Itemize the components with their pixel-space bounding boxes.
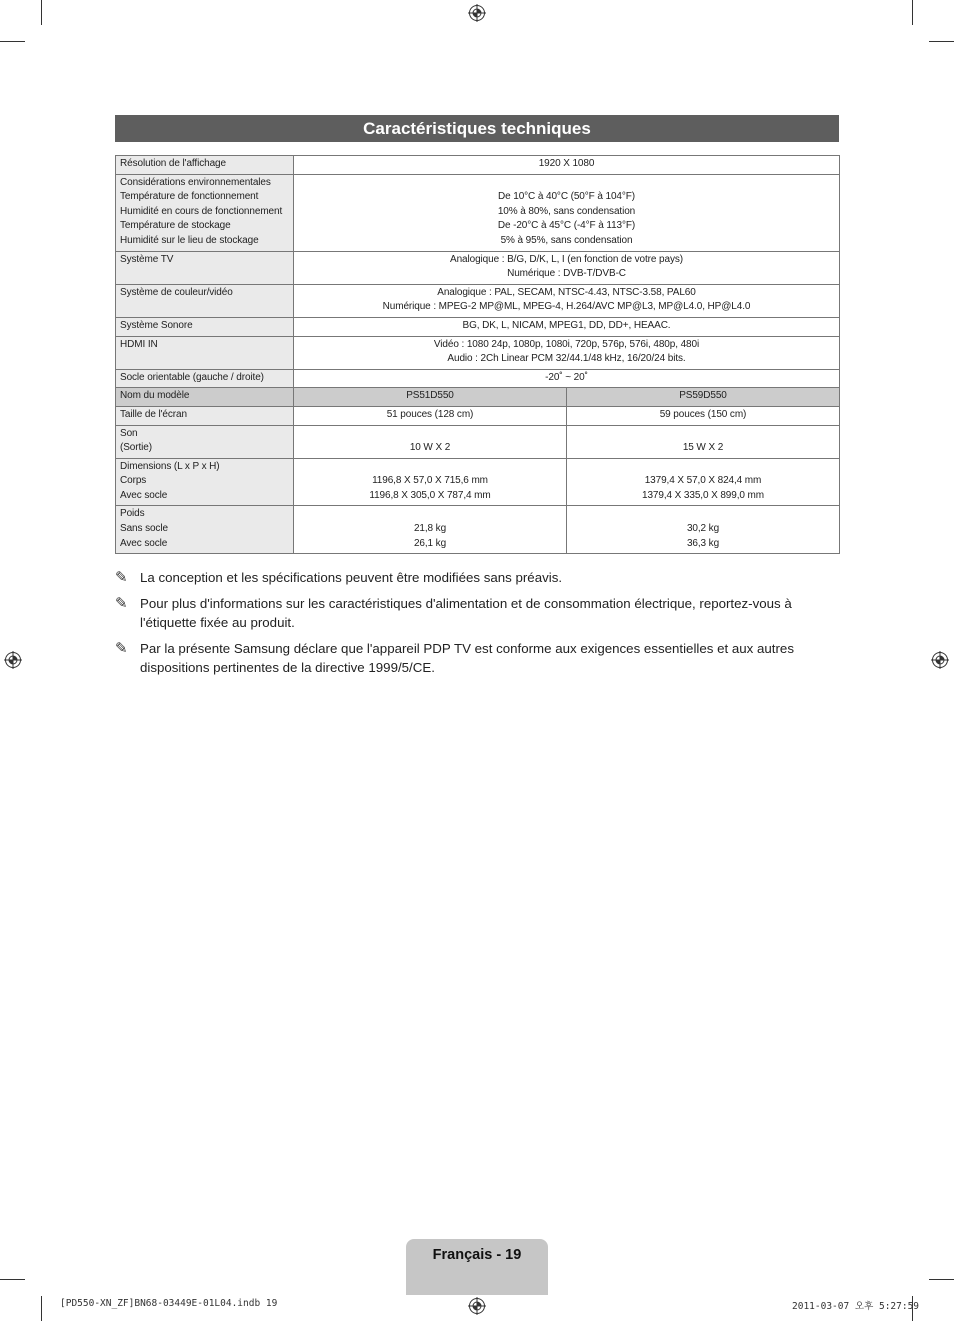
spec-table <box>115 155 840 554</box>
table-row <box>116 317 840 336</box>
table-row <box>116 174 840 251</box>
crop-mark <box>0 41 25 42</box>
spec-label: Nom du modèle <box>116 388 294 407</box>
crop-mark <box>41 1296 42 1321</box>
table-row <box>116 284 840 317</box>
note-text: La conception et les spécifications peuvent être modifiées sans préavis. <box>140 570 563 585</box>
spec-label: Poids Sans socle Avec socle <box>116 506 294 554</box>
spec-value: -20˚ ~ 20˚ <box>294 369 840 388</box>
pencil-icon: ✎ <box>115 595 128 612</box>
crop-mark <box>929 41 954 42</box>
crop-mark <box>912 0 913 25</box>
table-row <box>116 251 840 284</box>
notes <box>115 568 805 684</box>
model-name: PS59D550 <box>567 388 840 407</box>
spec-label: Dimensions (L x P x H) Corps Avec socle <box>116 458 294 506</box>
footer-timestamp: 2011-03-07 오후 5:27:59 <box>792 1301 920 1312</box>
note-item <box>115 639 805 677</box>
crop-mark <box>41 0 42 25</box>
model-header-row <box>116 388 840 407</box>
note-text: Pour plus d'informations sur les caractéristiques d'alimentation et de consommation électrique, reportez-vous à l'étiquette fixée au produit. <box>140 596 792 630</box>
pencil-icon: ✎ <box>115 640 128 657</box>
spec-label: HDMI IN <box>116 336 294 369</box>
model-name: PS51D550 <box>294 388 567 407</box>
table-row <box>116 369 840 388</box>
table-row <box>116 406 840 425</box>
spec-value: Vidéo : 1080 24p, 1080p, 1080i, 720p, 576p, 576i, 480p, 480i Audio : 2Ch Linear PCM 32/44.1/48 kHz, 16/20/24 bits. <box>294 336 840 369</box>
spec-value: 59 pouces (150 cm) <box>567 406 840 425</box>
spec-label: Système de couleur/vidéo <box>116 284 294 317</box>
spec-value: 21,8 kg 26,1 kg <box>294 506 567 554</box>
spec-label: Résolution de l'affichage <box>116 156 294 175</box>
spec-value: De 10°C à 40°C (50°F à 104°F) 10% à 80%, sans condensation De -20°C à 45°C (-4°F à 113°F) 5% à 95%, sans condensation <box>294 174 840 251</box>
note-item <box>115 568 805 587</box>
spec-label: Système Sonore <box>116 317 294 336</box>
spec-value: 1196,8 X 57,0 X 715,6 mm 1196,8 X 305,0 X 787,4 mm <box>294 458 567 506</box>
spec-label: Considérations environnementales Température de fonctionnement Humidité en cours de fonctionnement Température de stockage Humidité sur le lieu de stockage <box>116 174 294 251</box>
table-row <box>116 425 840 458</box>
registration-mark-icon <box>468 1297 486 1315</box>
registration-mark-icon <box>468 4 486 22</box>
page-number-tab <box>406 1239 548 1295</box>
spec-value: 51 pouces (128 cm) <box>294 406 567 425</box>
spec-value: 15 W X 2 <box>567 425 840 458</box>
page-label: Français - 19 <box>432 1247 522 1263</box>
section-title: Caractéristiques techniques <box>115 115 839 142</box>
spec-value: 30,2 kg 36,3 kg <box>567 506 840 554</box>
note-item <box>115 594 805 632</box>
spec-label: Son (Sortie) <box>116 425 294 458</box>
spec-value: Analogique : PAL, SECAM, NTSC-4.43, NTSC-3.58, PAL60 Numérique : MPEG-2 MP@ML, MPEG-4, H.264/AVC MP@L3, MP@L4.0, HP@L4.0 <box>294 284 840 317</box>
spec-label: Socle orientable (gauche / droite) <box>116 369 294 388</box>
spec-value: 1379,4 X 57,0 X 824,4 mm 1379,4 X 335,0 X 899,0 mm <box>567 458 840 506</box>
table-row <box>116 156 840 175</box>
registration-mark-icon <box>4 651 22 669</box>
note-text: Par la présente Samsung déclare que l'appareil PDP TV est conforme aux exigences essentielles et aux autres dispositions pertinentes de la directive 1999/5/CE. <box>140 641 794 675</box>
pencil-icon: ✎ <box>115 569 128 586</box>
spec-label: Système TV <box>116 251 294 284</box>
spec-value: BG, DK, L, NICAM, MPEG1, DD, DD+, HEAAC. <box>294 317 840 336</box>
table-row <box>116 336 840 369</box>
spec-value: 1920 X 1080 <box>294 156 840 175</box>
spec-value: Analogique : B/G, D/K, L, I (en fonction de votre pays) Numérique : DVB-T/DVB-C <box>294 251 840 284</box>
table-row <box>116 506 840 554</box>
footer-file-name: [PD550-XN_ZF]BN68-03449E-01L04.indb 19 <box>60 1298 278 1309</box>
table-row <box>116 458 840 506</box>
crop-mark <box>0 1279 25 1280</box>
crop-mark <box>929 1279 954 1280</box>
registration-mark-icon <box>931 651 949 669</box>
spec-label: Taille de l'écran <box>116 406 294 425</box>
spec-value: 10 W X 2 <box>294 425 567 458</box>
